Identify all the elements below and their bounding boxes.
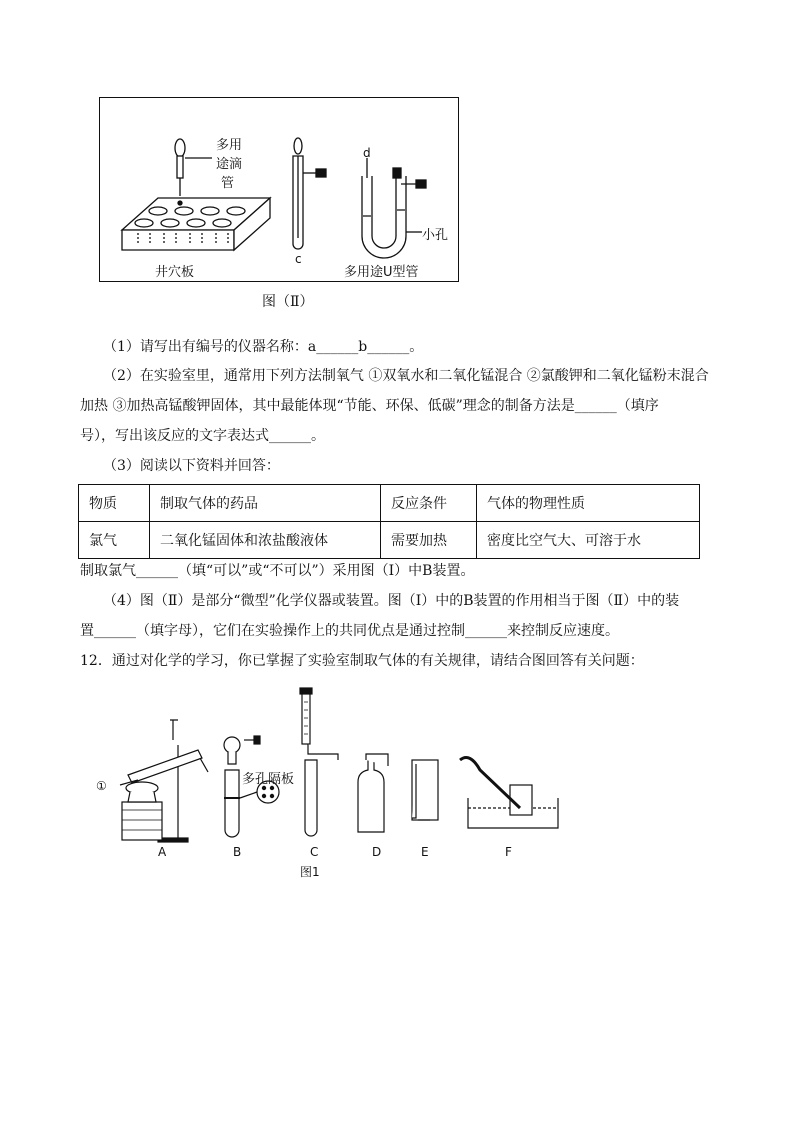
tube-c-label: c <box>295 252 302 266</box>
question-2-line-1: （2）在实验室里，通常用下列方法制氧气 ①双氧水和二氧化锰混合 ②氯酸钾和二氧化锰粉末混合 <box>103 368 709 384</box>
tube-d-label: d <box>363 146 371 160</box>
table-header-cell: 物质 <box>79 485 150 522</box>
figure-2-drawing <box>100 98 460 283</box>
question-1: （1）请写出有编号的仪器名称：a______b______。 <box>103 339 424 355</box>
table-header-cell: 气体的物理性质 <box>477 485 700 522</box>
table-header-cell: 反应条件 <box>381 485 477 522</box>
dropper-label-2: 途滴 <box>216 157 243 172</box>
tube-c-drawing <box>293 138 326 249</box>
dropper-label-1: 多用 <box>216 138 243 153</box>
table-cell: 需要加热 <box>381 522 477 559</box>
question-4-line-2: 置______（填字母），它们在实验操作上的共同优点是通过控制______来控制反应速度。 <box>80 623 619 639</box>
dropper-label-3: 管 <box>221 176 235 191</box>
marker-1-label: ① <box>96 779 107 793</box>
apparatus-d-drawing <box>358 754 388 832</box>
u-tube-drawing <box>362 158 426 258</box>
small-hole-label: 小孔 <box>422 228 449 243</box>
table-header-row <box>79 485 700 522</box>
table-cell: 二氧化锰固体和浓盐酸液体 <box>150 522 381 559</box>
question-2-line-3: 号），写出该反应的文字表达式______。 <box>80 428 325 444</box>
apparatus-f-label: F <box>505 845 512 859</box>
chlorine-info-table <box>78 484 700 559</box>
question-4-line-1: （4）图（Ⅱ）是部分“微型”化学仪器或装置。图（I）中的B装置的作用相当于图（Ⅱ）中的装 <box>103 593 680 609</box>
dropper-drawing <box>175 139 212 205</box>
apparatus-e-label: E <box>421 845 429 859</box>
question-3-after-table: 制取氯气______（填“可以”或“不可以”）采用图（I）中B装置。 <box>80 563 475 579</box>
u-tube-label: 多用途U型管 <box>344 265 419 280</box>
apparatus-a-drawing <box>120 720 208 842</box>
apparatus-d-label: D <box>372 845 382 859</box>
table-cell: 密度比空气大、可溶于水 <box>477 522 700 559</box>
apparatus-c-drawing <box>300 688 338 836</box>
figure-1-caption: 图1 <box>300 865 320 879</box>
question-2-line-2: 加热 ③加热高锰酸钾固体，其中最能体现“节能、环保、低碳”理念的制备方法是______（填序 <box>80 398 659 414</box>
porous-plate-label: 多孔隔板 <box>242 772 295 787</box>
table-row <box>79 522 700 559</box>
figure-2-caption: 图（Ⅱ） <box>262 294 314 310</box>
well-plate-drawing <box>122 198 270 250</box>
question-3-intro: （3）阅读以下资料并回答： <box>103 458 280 474</box>
apparatus-e-drawing <box>412 760 438 820</box>
apparatus-f-drawing <box>460 758 558 828</box>
apparatus-b-label: B <box>233 845 242 859</box>
apparatus-a-label: A <box>158 845 167 859</box>
well-plate-label: 井穴板 <box>155 265 195 280</box>
table-header-cell: 制取气体的药品 <box>150 485 381 522</box>
figure-1-drawing <box>100 680 560 860</box>
figure-2-frame <box>99 97 459 282</box>
apparatus-c-label: C <box>310 845 319 859</box>
table-cell: 氯气 <box>79 522 150 559</box>
question-12: 12．通过对化学的学习，你已掌握了实验室制取气体的有关规律，请结合图回答有关问题： <box>80 653 644 669</box>
